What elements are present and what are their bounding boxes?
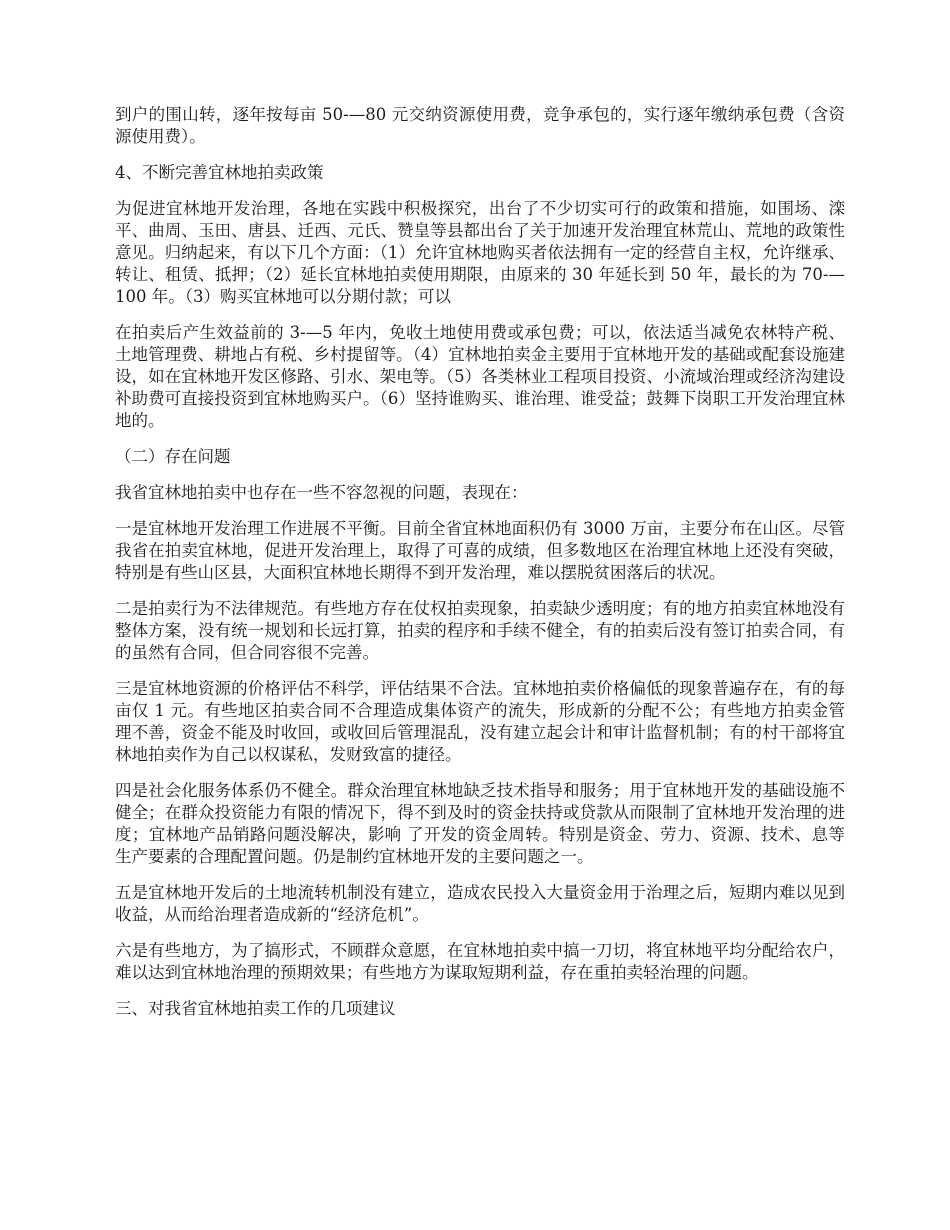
paragraph-policy-measures: 为促进宜林地开发治理，各地在实践中积极探究，出台了不少切实可行的政策和措施，如围场、滦平、曲周、玉田、唐县、迁西、元氏、赞皇等县都出台了关于加速开发治理宜林荒山、荒地的政策性意见。归纳起来，有以下几个方面：（1）允许宜林地购买者依法拥有一定的经营自主权，允许继承、转让、租赁、抵押；（2）延长宜林地拍卖使用期限，由原来的 30 年延长到 50 年，最长的为 70-—100 年。（3）购买宜林地可以分期付款；可以 <box>115 199 845 306</box>
paragraph-problem-1: 一是宜林地开发治理工作进展不平衡。目前全省宜林地面积仍有 3000 万亩，主要分布在山区。尽管我省在拍卖宜林地，促进开发治理上，取得了可喜的成绩，但多数地区在治理宜林地上还没有突破，特别是有些山区县，大面积宜林地长期得不到开发治理，难以摆脱贫困落后的状况。 <box>115 519 845 582</box>
paragraph-policy-measures-continued: 在拍卖后产生效益前的 3-—5 年内，免收土地使用费或承包费；可以，依法适当减免农林特产税、土地管理费、耕地占有税、乡村提留等。（4）宜林地拍卖金主要用于宜林地开发的基础或配套设施建设，如在宜林地开发区修路、引水、架电等。（5）各类林业工程项目投资、小流域治理或经济沟建设补助费可直接投资到宜林地购买户。（6）坚持谁购买、谁治理、谁受益；鼓舞下岗职工开发治理宜林地的。 <box>115 323 845 430</box>
paragraph-problem-3: 三是宜林地资源的价格评估不科学，评估结果不合法。宜林地拍卖价格偏低的现象普遍存在，有的每亩仅 1 元。有些地区拍卖合同不合理造成集体资产的流失，形成新的分配不公；有些地方拍卖金管理不善，资金不能及时收回，或收回后管理混乱，没有建立起会计和审计监督机制；有的村干部将宜林地拍卖作为自己以权谋私，发财致富的捷径。 <box>115 679 845 764</box>
paragraph-problem-6: 六是有些地方，为了搞形式，不顾群众意愿，在宜林地拍卖中搞一刀切，将宜林地平均分配给农户，难以达到宜林地治理的预期效果；有些地方为谋取短期利益，存在重拍卖轻治理的问题。 <box>115 941 845 982</box>
document-page <box>115 104 845 1034</box>
paragraph-problem-4: 四是社会化服务体系仍不健全。群众治理宜林地缺乏技术指导和服务；用于宜林地开发的基础设施不健全；在群众投资能力有限的情况下，得不到及时的资金扶持或贷款从而限制了宜林地开发治理的进度；宜林地产品销路问题没解决，影响 了开发的资金周转。特别是资金、劳力、资源、技术、息等生产要素的合理配置问题。仍是制约宜林地开发的主要问题之一。 <box>115 781 845 866</box>
paragraph-problem-2: 二是拍卖行为不法律规范。有些地方存在仗权拍卖现象，拍卖缺少透明度；有的地方拍卖宜林地没有整体方案，没有统一规划和长远打算，拍卖的程序和手续不健全，有的拍卖后没有签订拍卖合同，有的虽然有合同，但合同容很不完善。 <box>115 599 845 662</box>
paragraph-problems-intro: 我省宜林地拍卖中也存在一些不容忽视的问题，表现在： <box>115 483 528 502</box>
section-heading-auction-policy: 4、不断完善宜林地拍卖政策 <box>115 163 324 182</box>
section-heading-existing-problems: （二）存在问题 <box>115 447 231 466</box>
paragraph-problem-5: 五是宜林地开发后的土地流转机制没有建立，造成农民投入大量资金用于治理之后，短期内难以见到收益，从而给治理者造成新的“经济危机”。 <box>115 883 845 924</box>
section-heading-suggestions: 三、对我省宜林地拍卖工作的几项建议 <box>115 999 396 1018</box>
paragraph-fee-payment: 到户的围山转，逐年按每亩 50-—80 元交纳资源使用费，竞争承包的，实行逐年缴纳承包费（含资源使用费）。 <box>115 105 845 146</box>
